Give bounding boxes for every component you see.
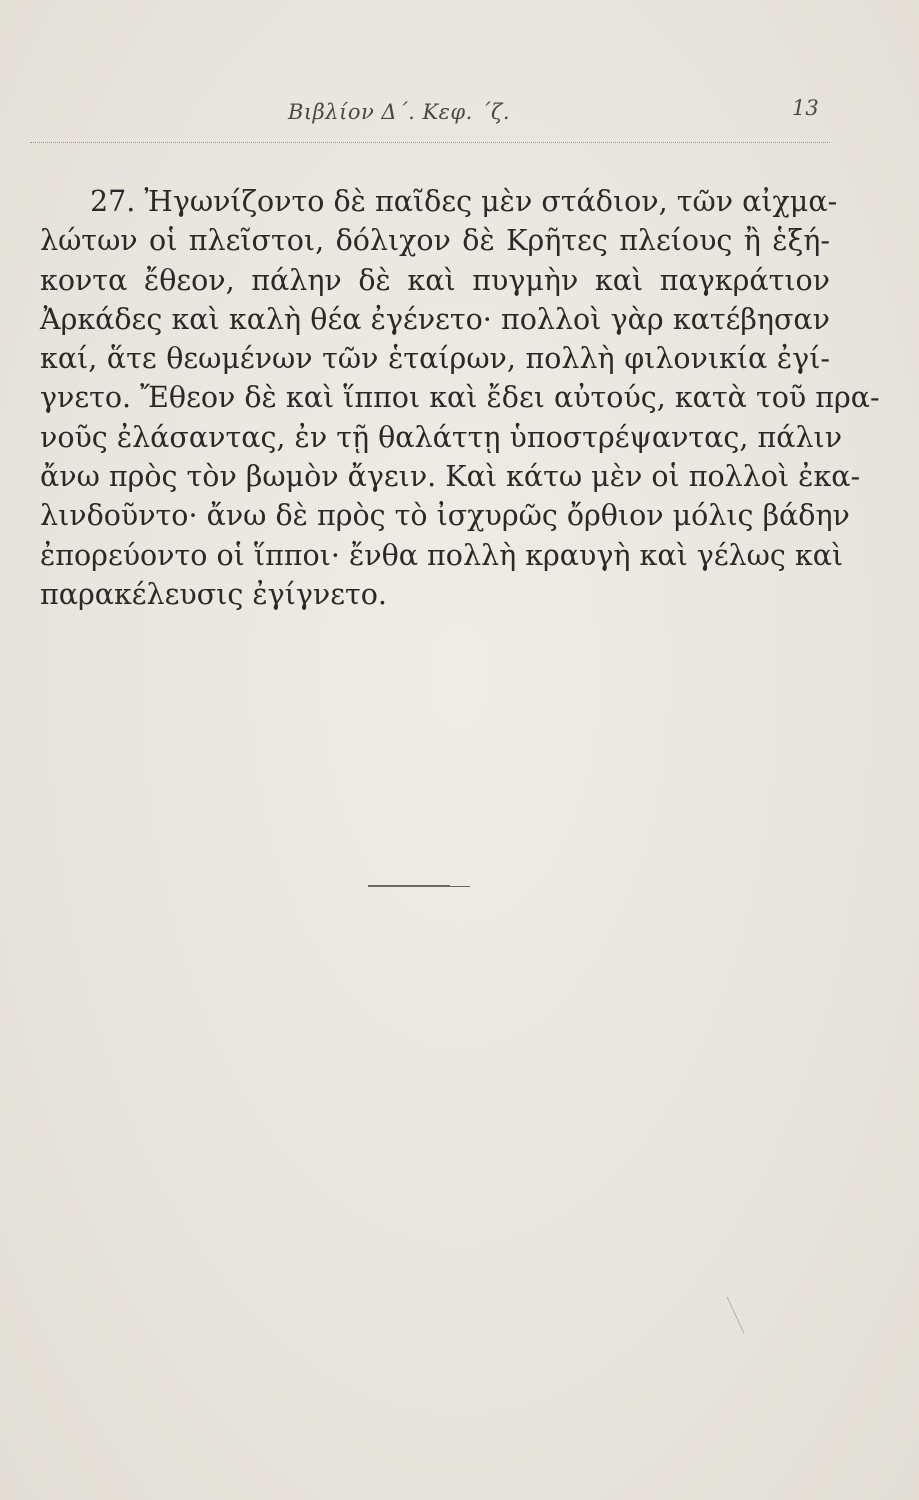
- text-line: ἄνω πρὸς τὸν βωμὸν ἄγειν. Καὶ κάτω μὲν οἱ πολλοὶ ἐκα-: [40, 460, 861, 494]
- text-line: 27. Ἠγωνίζοντο δὲ παῖδες μὲν στάδιον, τῶν αἰχμα-: [90, 185, 838, 218]
- paragraph-27: [40, 182, 880, 614]
- text-line: κοντα ἔθεον, πάλην δὲ καὶ πυγμὴν καὶ παγκράτιον: [40, 263, 830, 297]
- page-number: 13: [792, 96, 819, 120]
- running-head: Βιβλίον Δ΄. Κεφ. ΄ζ.: [288, 100, 511, 124]
- text-line: γνετο. Ἔθεον δὲ καὶ ἵπποι καὶ ἔδει αὐτούς, κατὰ τοῦ πρα-: [40, 381, 880, 415]
- text-line: λινδοῦντο· ἄνω δὲ πρὸς τὸ ἰσχυρῶς ὄρθιον μόλις βάδην: [40, 499, 850, 533]
- text-line: καί, ἅτε θεωμένων τῶν ἑταίρων, πολλὴ φιλονικία ἐγί-: [40, 342, 830, 376]
- text-line: λώτων οἱ πλεῖστοι, δόλιχον δὲ Κρῆτες πλείους ἢ ἑξή-: [40, 224, 830, 258]
- text-line: παρακέλευσις ἐγίγνετο.: [40, 577, 387, 611]
- text-line: νοῦς ἐλάσαντας, ἐν τῇ θαλάττῃ ὑποστρέψαντας, πάλιν: [40, 420, 843, 454]
- text-line: ἐπορεύοντο οἱ ἵπποι· ἔνθα πολλὴ κραυγὴ καὶ γέλως καὶ: [40, 538, 844, 572]
- section-end-rule: [368, 885, 450, 887]
- section-end-rule-tail: [450, 886, 470, 887]
- header-dotted-rule: [30, 142, 830, 143]
- text-line: Ἀρκάδες καὶ καλὴ θέα ἐγένετο· πολλοὶ γὰρ κατέβησαν: [40, 302, 830, 336]
- paper-crease-mark: [727, 1297, 745, 1334]
